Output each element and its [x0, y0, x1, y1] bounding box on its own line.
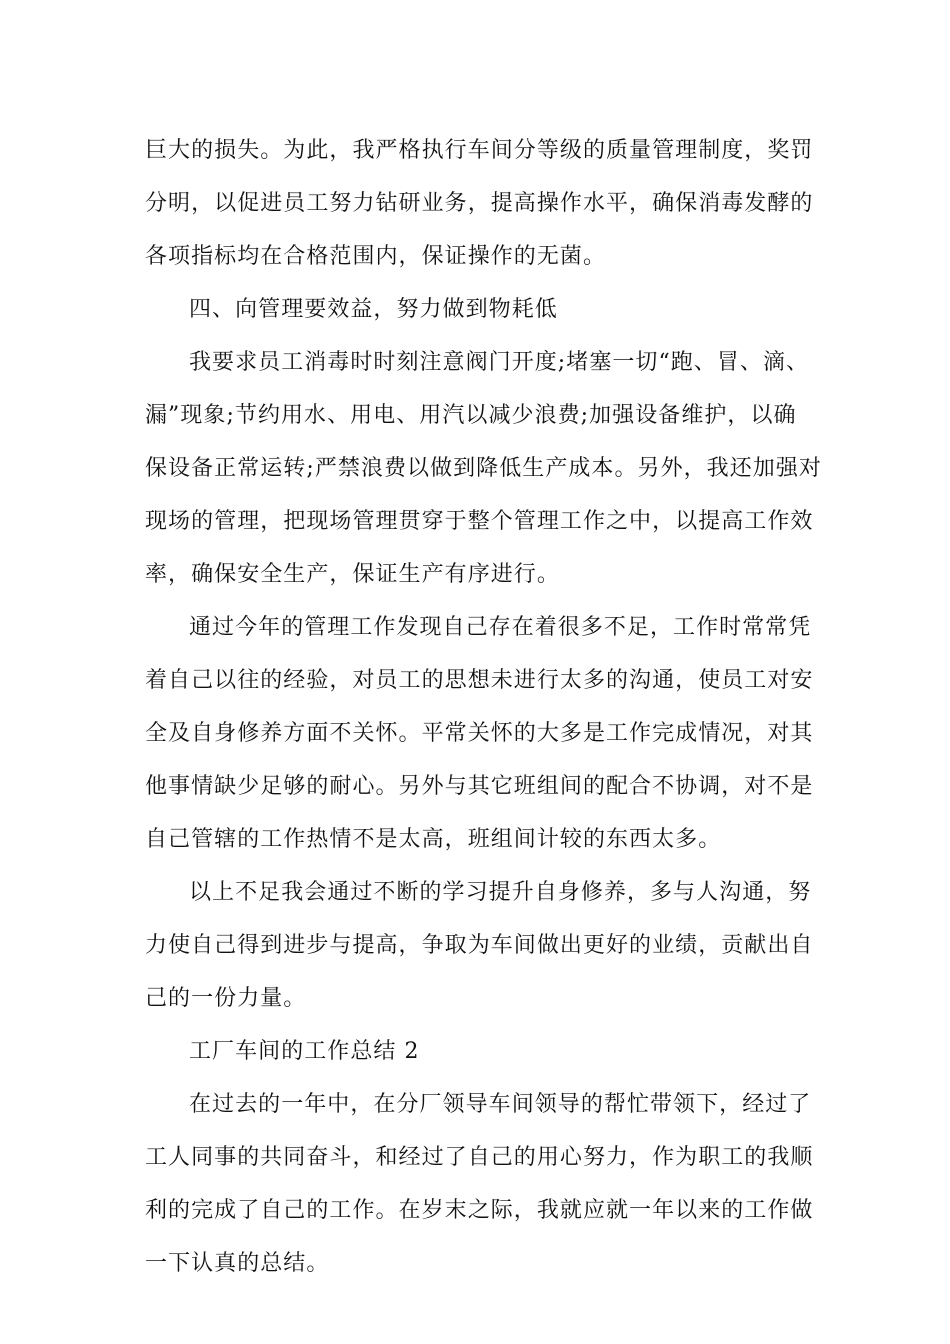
- body-text-line: 现场的管理，把现场管理贯穿于整个管理工作之中，以提高工作效: [145, 509, 814, 534]
- body-text-line: 利的完成了自己的工作。在岁末之际，我就应就一年以来的工作做: [145, 1198, 814, 1223]
- body-text-line: 着自己以往的经验，对员工的思想未进行太多的沟通，使员工对安: [145, 668, 814, 693]
- body-text-line: 己的一份力量。: [145, 986, 307, 1011]
- document-body: [145, 124, 822, 1290]
- body-text-line: 全及自身修养方面不关怀。平常关怀的大多是工作完成情况，对其: [145, 721, 814, 746]
- body-text-line: 各项指标均在合格范围内，保证操作的无菌。: [145, 244, 607, 269]
- paragraph-first-line: 在过去的一年中，在分厂领导车间领导的帮忙带领下，经过了: [189, 1092, 812, 1117]
- body-text-line: 保设备正常运转;严禁浪费以做到降低生产成本。另外，我还加强对: [145, 456, 822, 481]
- body-text-line: 他事情缺少足够的耐心。另外与其它班组间的配合不协调，对不是: [145, 774, 814, 799]
- paragraph-first-line: 以上不足我会通过不断的学习提升自身修养，多与人沟通，努: [189, 880, 812, 905]
- body-text-line: 巨大的损失。为此，我严格执行车间分等级的质量管理制度，奖罚: [145, 138, 814, 163]
- body-text-line: 一下认真的总结。: [145, 1251, 330, 1276]
- section-heading: 四、向管理要效益，努力做到物耗低: [189, 297, 558, 322]
- body-text-line: 率，确保安全生产，保证生产有序进行。: [145, 562, 560, 587]
- body-text-line: 力使自己得到进步与提高，争取为车间做出更好的业绩，贡献出自: [145, 933, 814, 958]
- body-text-line: 漏”现象;节约用水、用电、用汽以减少浪费;加强设备维护，以确: [145, 403, 797, 428]
- section-title: 工厂车间的工作总结 2: [189, 1039, 420, 1064]
- paragraph-first-line: 通过今年的管理工作发现自己存在着很多不足，工作时常常凭: [189, 615, 812, 640]
- body-text-line: 自己管辖的工作热情不是太高，班组间计较的东西太多。: [145, 827, 722, 852]
- body-text-line: 工人同事的共同奋斗，和经过了自己的用心努力，作为职工的我顺: [145, 1145, 814, 1170]
- paragraph-first-line: 我要求员工消毒时时刻注意阀门开度;堵塞一切“跑、冒、滴、: [189, 350, 810, 375]
- body-text-line: 分明，以促进员工努力钻研业务，提高操作水平，确保消毒发酵的: [145, 191, 814, 216]
